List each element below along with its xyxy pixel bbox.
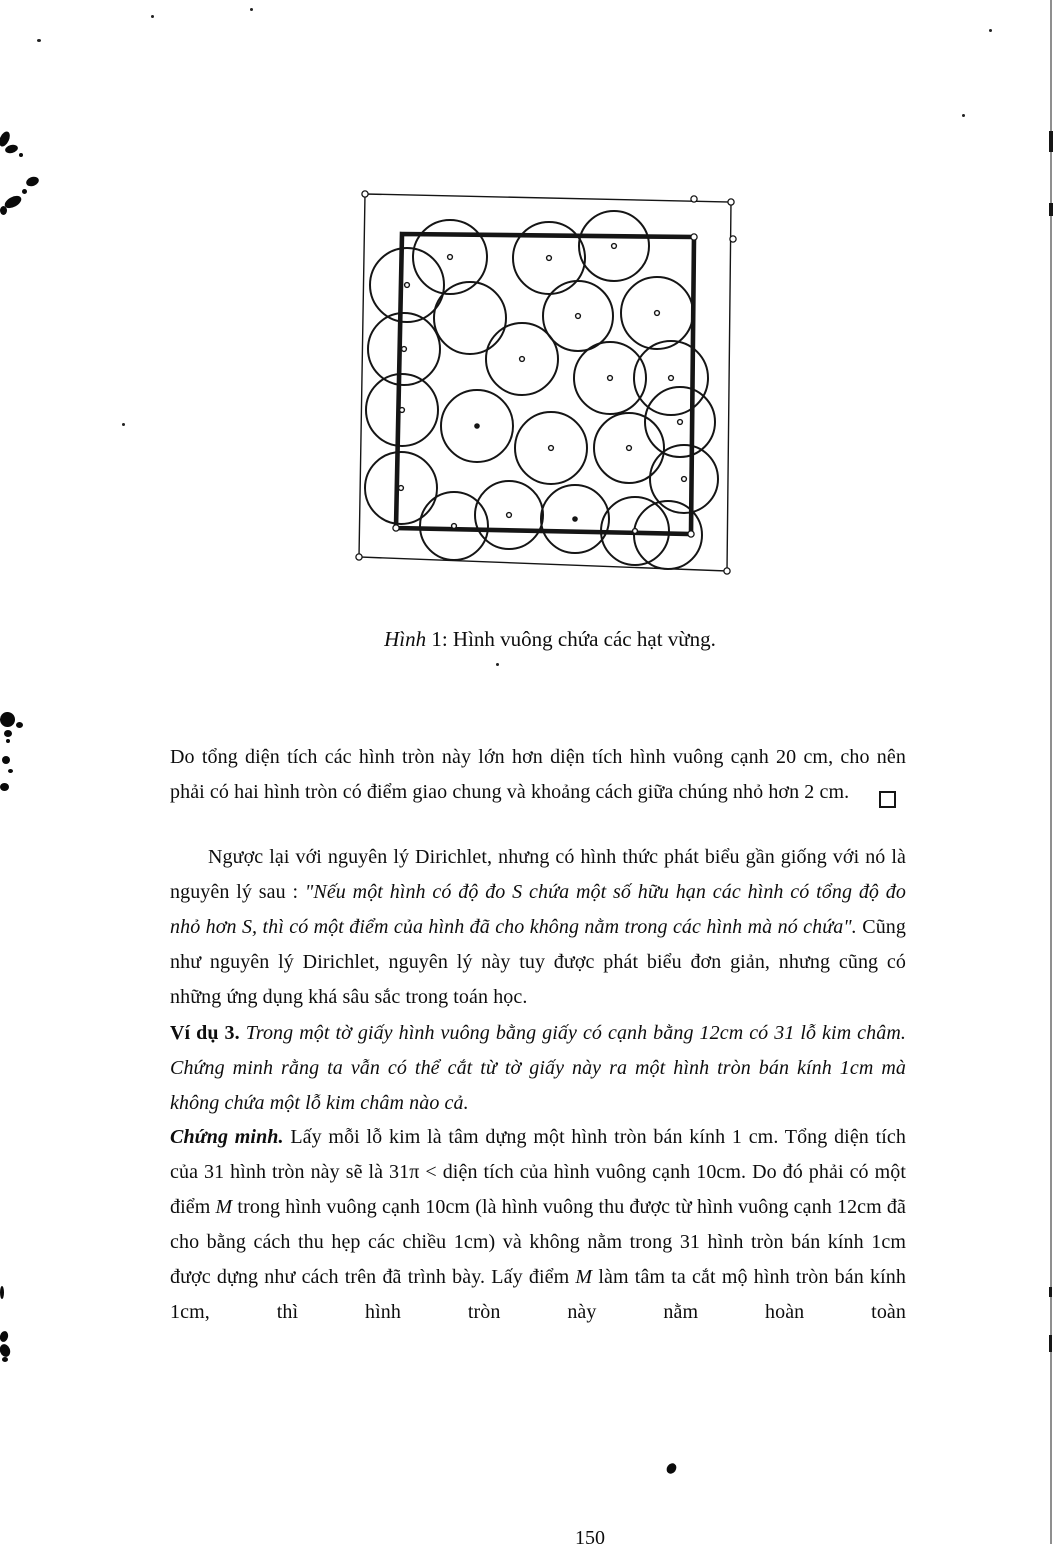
scan-edge-mark (1049, 131, 1053, 152)
ink-smudge (0, 709, 18, 730)
corner-marker (362, 191, 368, 197)
corner-marker (724, 568, 730, 574)
math-variable-M: M (575, 1266, 593, 1288)
corner-marker (728, 199, 734, 205)
figure-caption-text: 1: Hình vuông chứa các hạt vừng. (426, 627, 716, 651)
ink-smudge (4, 730, 12, 737)
paragraph-text: Cũng như nguyên lý Dirichlet, nguyên lý này tuy được phát biểu đơn giản, nhưng cũng có những ứng dụng khá sâu sắc trong toán học. (170, 916, 906, 1008)
seed-dot (549, 446, 554, 451)
ink-smudge (0, 1286, 4, 1299)
corner-marker (730, 236, 736, 242)
scan-edge-mark (1049, 1287, 1052, 1297)
paragraph-example-3 (170, 1016, 906, 1121)
seed-dot (399, 486, 404, 491)
ink-smudge (2, 756, 10, 764)
seed-dot (405, 283, 410, 288)
unit-circle (434, 282, 506, 354)
seed-dot (612, 244, 617, 249)
corner-marker (691, 234, 697, 240)
corner-marker (688, 531, 694, 537)
scan-speck (250, 8, 253, 11)
ink-smudge (19, 153, 23, 157)
figure-svg (352, 183, 748, 599)
ink-smudge (0, 206, 7, 215)
principle-quote: "Nếu một hình có độ đo S chứa một số hữu hạn các hình có tổng độ đo nhỏ hơn S, thì có một điểm của hình đã cho không nằm trong các hình mà nó chứa". (170, 881, 906, 938)
seed-dot (678, 420, 683, 425)
scan-speck (989, 29, 992, 32)
seed-dot (400, 408, 405, 413)
example-label: Ví dụ 3. (170, 1022, 240, 1044)
qed-box-icon (879, 791, 896, 808)
paragraph-text: Do tổng diện tích các hình tròn này lớn hơn diện tích hình vuông cạnh 20 cm, cho nên phải có hai hình tròn có điểm giao chung và khoảng cách giữa chúng nhỏ hơn 2 cm. (170, 746, 906, 803)
ink-smudge (8, 769, 13, 773)
inner-thick-square (396, 234, 694, 534)
figure-caption (280, 622, 820, 656)
paragraph-text: trong hình vuông cạnh 10cm (là hình vuông thu được từ hình vuông cạnh 12cm đã cho bằng cách thu hẹp các chiều 1cm) và không nằm trong 31 hình tròn bán kính 1cm được dựng như cách trên đã trình bày. Lấy điểm (170, 1196, 907, 1288)
seed-dot (576, 314, 581, 319)
scan-speck (122, 423, 125, 426)
paragraph-proof-end (170, 740, 906, 810)
scan-speck (962, 114, 965, 117)
seed-dot (608, 376, 613, 381)
ink-smudge (4, 143, 19, 154)
figure-caption-label: Hình (384, 627, 427, 651)
ink-smudge (25, 175, 40, 188)
seed-dot (655, 311, 660, 316)
scan-speck (37, 39, 41, 42)
scan-edge-line (1050, 0, 1052, 1544)
scan-edge-mark (1049, 1335, 1052, 1352)
figure-1 (352, 183, 748, 599)
ink-smudge (0, 1343, 12, 1359)
seed-dot (474, 423, 480, 429)
seed-dot (507, 513, 512, 518)
seed-dot (682, 477, 687, 482)
seed-dot (627, 446, 632, 451)
scan-speck (496, 663, 499, 666)
proof-label: Chứng minh. (170, 1126, 284, 1148)
corner-marker (356, 554, 362, 560)
seed-dot (520, 357, 525, 362)
seed-dot (572, 516, 578, 522)
paragraph-text: Lấy mỗi lỗ kim là tâm dựng một hình tròn bán kính 1 cm. Tổng diện tích của 31 hình tròn này sẽ là 31π < diện tích của hình vuông cạnh 10cm. Do đó phải có một điểm (170, 1126, 906, 1218)
paragraph-text: làm tâm ta cắt mộ hình tròn bán kính 1cm, thì hình tròn này nằm hoàn toàn (170, 1266, 906, 1323)
corner-marker (393, 525, 399, 531)
seed-dot (452, 524, 457, 529)
ink-dot (665, 1461, 679, 1475)
seed-dot (669, 376, 674, 381)
ink-smudge (2, 1357, 8, 1362)
paragraph-proof (170, 1120, 906, 1330)
scan-edge-mark (1049, 203, 1053, 216)
math-variable-M: M (215, 1196, 233, 1218)
seed-dot (448, 255, 453, 260)
ink-smudge (0, 1330, 9, 1343)
ink-smudge (22, 189, 27, 194)
seed-dot (633, 529, 638, 534)
seed-dot (402, 347, 407, 352)
corner-marker (691, 196, 697, 202)
ink-smudge (6, 739, 10, 743)
example-statement: Trong một tờ giấy hình vuông bằng giấy có cạnh bằng 12cm có 31 lỗ kim châm. Chứng minh rằng ta vẫn có thể cắt từ tờ giấy này ra một hình tròn bán kính 1cm mà không chứa một lỗ kim châm nào cả. (170, 1022, 907, 1114)
scan-speck (151, 15, 154, 18)
ink-smudge (0, 783, 9, 791)
paragraph-principle (170, 840, 906, 1015)
ink-smudge (16, 722, 23, 728)
seed-dot (547, 256, 552, 261)
paragraph-text: Ngược lại với nguyên lý Dirichlet, nhưng có hình thức phát biểu gần giống với nó là nguyên lý sau : (170, 846, 906, 903)
page-number: 150 (575, 1527, 605, 1549)
